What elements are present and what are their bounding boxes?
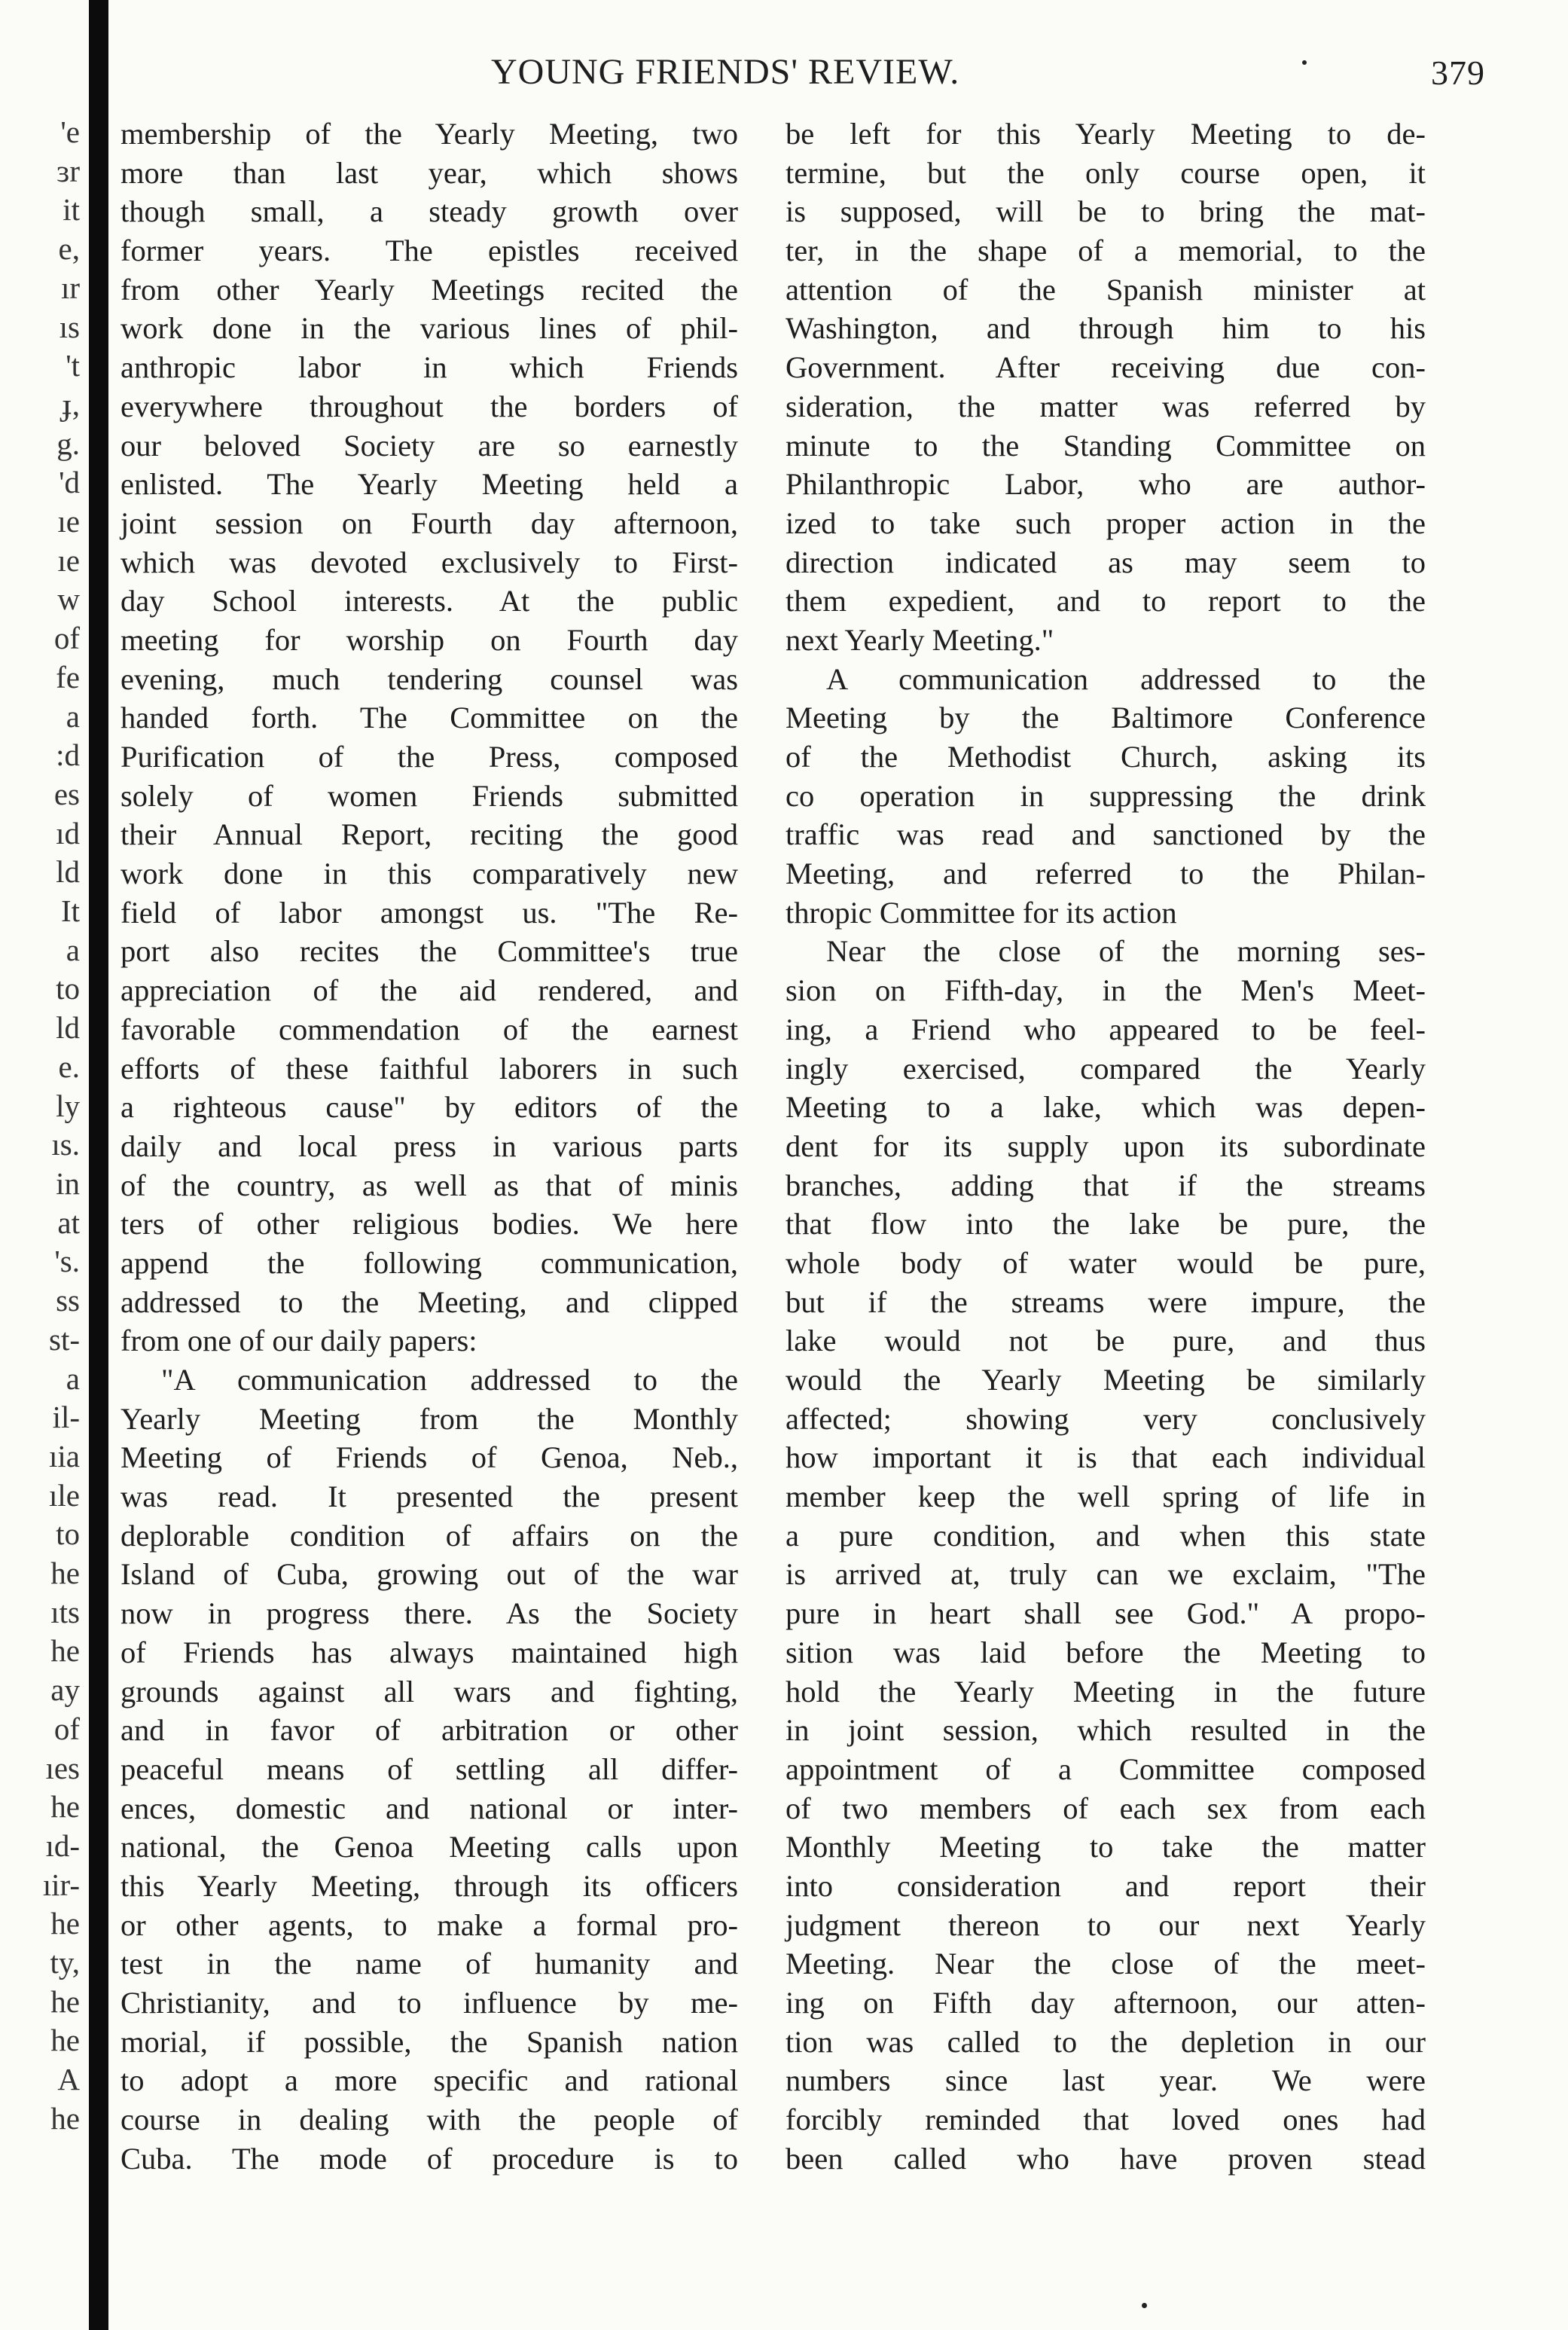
text-line: field of labor amongst us. "The Re- — [120, 895, 738, 930]
text-line: Purification of the Press, composed — [120, 740, 738, 774]
text-line: is arrived at, truly can we exclaim, "The — [786, 1557, 1426, 1592]
text-line: judgment thereon to our next Yearly — [786, 1907, 1426, 1942]
text-line: daily and local press in various parts — [120, 1128, 738, 1163]
text-line: sition was laid before the Meeting to — [786, 1635, 1426, 1669]
text-line: of the Methodist Church, asking its — [786, 740, 1426, 774]
text-line: ing on Fifth day afternoon, our atten- — [786, 1986, 1426, 2020]
text-line: forcibly reminded that loved ones had — [786, 2102, 1426, 2137]
bleed-fragment: of — [53, 1711, 80, 1746]
speck — [1302, 60, 1307, 65]
text-line: membership of the Yearly Meeting, two — [120, 117, 738, 151]
text-line: now in progress there. As the Society — [120, 1596, 738, 1631]
text-line: tion was called to the depletion in our — [786, 2024, 1426, 2059]
bleed-fragment: he — [50, 2023, 80, 2058]
text-line: morial, if possible, the Spanish nation — [120, 2024, 738, 2059]
journal-title: YOUNG FRIENDS' REVIEW. — [491, 52, 960, 92]
text-line: termine, but the only course open, it — [786, 155, 1426, 190]
bleed-fragment: ty, — [50, 1945, 80, 1980]
text-line: ters of other religious bodies. We here — [120, 1207, 738, 1241]
text-line: test in the name of humanity and — [120, 1947, 738, 1981]
text-line: appointment of a Committee composed — [786, 1751, 1426, 1786]
text-line: this Yearly Meeting, through its officers — [120, 1868, 738, 1903]
bleed-fragment: ld — [56, 854, 80, 890]
text-line: work done in the various lines of phil- — [120, 311, 738, 346]
text-line: Yearly Meeting from the Monthly — [120, 1401, 738, 1436]
text-line: a pure condition, and when this state — [786, 1518, 1426, 1553]
bleed-fragment: ld — [56, 1010, 80, 1046]
bleed-fragment: he — [50, 1789, 80, 1825]
text-line: ter, in the shape of a memorial, to the — [786, 234, 1426, 268]
bleed-fragment: ıia — [49, 1438, 80, 1473]
text-line: joint session on Fourth day afternoon, — [120, 505, 738, 540]
text-line: of two members of each sex from each — [786, 1791, 1426, 1825]
right-column — [786, 115, 1426, 2178]
text-line: efforts of these faithful laborers in such — [120, 1051, 738, 1086]
text-line: day School interests. At the public — [120, 584, 738, 618]
bleed-fragment: e, — [58, 231, 80, 267]
text-line: ing, a Friend who appeared to be feel- — [786, 1012, 1426, 1046]
bleed-fragment: 's. — [54, 1244, 80, 1279]
text-line: enlisted. The Yearly Meeting held a — [120, 467, 738, 502]
bleed-fragment: at — [57, 1205, 80, 1240]
bleed-fragment: st- — [49, 1321, 80, 1357]
bleed-fragment: w — [57, 582, 80, 617]
text-line: co operation in suppressing the drink — [786, 778, 1426, 813]
text-line: more than last year, which shows — [120, 155, 738, 190]
text-line: Near the close of the morning ses- — [826, 934, 1426, 969]
bleed-fragment: ss — [56, 1283, 80, 1318]
bleed-fragment: It — [60, 893, 80, 929]
text-line: numbers since last year. We were — [786, 2063, 1426, 2098]
text-line: addressed to the Meeting, and clipped — [120, 1284, 738, 1319]
page-number: 379 — [1431, 53, 1485, 92]
text-line: course in dealing with the people of — [120, 2102, 738, 2137]
text-line: and in favor of arbitration or other — [120, 1713, 738, 1748]
bleed-fragment: ıd- — [45, 1828, 80, 1863]
text-line: former years. The epistles received — [120, 234, 738, 268]
bleed-fragment: ır — [60, 270, 80, 305]
bleed-fragment: he — [50, 1983, 80, 2019]
text-line: everywhere throughout the borders of — [120, 389, 738, 423]
bleed-fragment: 'e — [60, 115, 80, 149]
text-line: solely of women Friends submitted — [120, 778, 738, 813]
text-line: Meeting to a lake, which was depen- — [786, 1090, 1426, 1125]
bleed-fragment: ıe — [57, 504, 80, 539]
running-header — [452, 45, 1506, 98]
text-line: peaceful means of settling all differ- — [120, 1751, 738, 1786]
bleed-fragment: in — [56, 1165, 80, 1201]
bleed-fragment: to — [56, 971, 80, 1006]
text-line: whole body of water would be pure, — [786, 1245, 1426, 1280]
text-line: Meeting, and referred to the Philan- — [786, 857, 1426, 891]
text-line: them expedient, and to report to the — [786, 584, 1426, 618]
bleed-fragment: ıs — [59, 309, 80, 344]
bleed-fragment: fe — [56, 659, 80, 695]
text-line: Christianity, and to influence by me- — [120, 1986, 738, 2020]
text-line: or other agents, to make a formal pro- — [120, 1907, 738, 1942]
bleed-fragment: ɟ, — [62, 386, 80, 422]
text-line: to adopt a more specific and rational — [120, 2063, 738, 2098]
text-line: A communication addressed to the — [826, 661, 1426, 696]
text-line: dent for its supply upon its subordinate — [786, 1128, 1426, 1163]
text-line: meeting for worship on Fourth day — [120, 622, 738, 657]
text-line: Monthly Meeting to take the matter — [786, 1830, 1426, 1864]
speck — [1142, 2303, 1147, 2308]
text-line: Island of Cuba, growing out of the war — [120, 1557, 738, 1592]
bleed-fragment: it — [63, 192, 80, 228]
text-line: thropic Committee for its action — [786, 895, 1177, 930]
bleed-fragment: to — [56, 1516, 80, 1552]
bleed-fragment: il- — [52, 1400, 80, 1435]
bleed-fragment: ıir- — [42, 1867, 80, 1902]
text-line: next Yearly Meeting." — [786, 622, 1054, 657]
text-line: was read. It presented the present — [120, 1480, 738, 1514]
text-line: hold the Yearly Meeting in the future — [786, 1674, 1426, 1709]
text-line: append the following communication, — [120, 1245, 738, 1280]
bleed-fragment: ıts — [50, 1594, 80, 1629]
bleed-fragment: a — [66, 1360, 80, 1396]
text-line: of the country, as well as that of minis — [120, 1168, 738, 1202]
bleed-fragment: ıes — [45, 1750, 80, 1785]
bleed-through-margin — [0, 113, 83, 2139]
text-line: Philanthropic Labor, who are author- — [786, 467, 1426, 502]
text-line: ences, domestic and national or inter- — [120, 1791, 738, 1825]
text-line: evening, much tendering counsel was — [120, 661, 738, 696]
bleed-fragment: 'd — [59, 465, 80, 500]
text-line: minute to the Standing Committee on — [786, 428, 1426, 463]
text-line: pure in heart shall see God." A propo- — [786, 1596, 1426, 1631]
text-line: would the Yearly Meeting be similarly — [786, 1363, 1426, 1397]
binding-shadow — [89, 0, 108, 2330]
bleed-fragment: ıe — [57, 542, 80, 578]
text-line: anthropic labor in which Friends — [120, 350, 738, 385]
text-line: sideration, the matter was referred by — [786, 389, 1426, 423]
text-line: from one of our daily papers: — [120, 1324, 477, 1358]
text-line: a righteous cause" by editors of the — [120, 1090, 738, 1125]
text-line: attention of the Spanish minister at — [786, 272, 1426, 307]
bleed-fragment: :d — [56, 737, 80, 773]
bleed-fragment: a — [66, 698, 80, 734]
text-line: ingly exercised, compared the Yearly — [786, 1051, 1426, 1086]
text-line: Meeting. Near the close of the meet- — [786, 1947, 1426, 1981]
bleed-fragment: g. — [56, 426, 80, 461]
text-line: deplorable condition of affairs on the — [120, 1518, 738, 1553]
text-line: Meeting of Friends of Genoa, Neb., — [120, 1440, 738, 1475]
bleed-fragment: ly — [56, 1088, 80, 1123]
text-line: be left for this Yearly Meeting to de- — [786, 117, 1426, 151]
bleed-fragment: a — [66, 932, 80, 967]
text-line: national, the Genoa Meeting calls upon — [120, 1830, 738, 1864]
text-line: Meeting by the Baltimore Conference — [786, 701, 1426, 735]
text-line: that flow into the lake be pure, the — [786, 1207, 1426, 1241]
text-line: though small, a steady growth over — [120, 194, 738, 229]
text-line: port also recites the Committee's true — [120, 934, 738, 969]
text-line: Cuba. The mode of procedure is to — [120, 2141, 738, 2176]
text-line: which was devoted exclusively to First- — [120, 545, 738, 579]
text-line: favorable commendation of the earnest — [120, 1012, 738, 1046]
text-line: sion on Fifth-day, in the Men's Meet- — [786, 973, 1426, 1008]
bleed-fragment: ıle — [49, 1477, 80, 1513]
text-line: member keep the well spring of life in — [786, 1480, 1426, 1514]
text-line: Government. After receiving due con- — [786, 350, 1426, 385]
text-line: our beloved Society are so earnestly — [120, 428, 738, 463]
bleed-fragment: he — [50, 1633, 80, 1669]
bleed-fragment: 't — [66, 348, 80, 383]
text-line: lake would not be pure, and thus — [786, 1324, 1426, 1358]
text-line: work done in this comparatively new — [120, 857, 738, 891]
text-line: their Annual Report, reciting the good — [120, 817, 738, 852]
bleed-fragment: of — [53, 621, 80, 656]
text-line: grounds against all wars and fighting, — [120, 1674, 738, 1709]
text-line: handed forth. The Committee on the — [120, 701, 738, 735]
text-line: from other Yearly Meetings recited the — [120, 272, 738, 307]
text-line: into consideration and report their — [786, 1868, 1426, 1903]
bleed-fragment: ıd — [56, 815, 80, 850]
bleed-fragment: ay — [50, 1672, 80, 1708]
left-column — [120, 115, 738, 2178]
text-line: ized to take such proper action in the — [786, 505, 1426, 540]
text-line: of Friends has always maintained high — [120, 1635, 738, 1669]
bleed-fragment: he — [50, 2100, 80, 2136]
text-line: how important it is that each individual — [786, 1440, 1426, 1475]
bleed-fragment: he — [50, 1556, 80, 1591]
text-line: is supposed, will be to bring the mat- — [786, 194, 1426, 229]
text-line: Washington, and through him to his — [786, 311, 1426, 346]
text-line: traffic was read and sanctioned by the — [786, 817, 1426, 852]
text-line: affected; showing very conclusively — [786, 1401, 1426, 1436]
text-line: direction indicated as may seem to — [786, 545, 1426, 579]
text-line: branches, adding that if the streams — [786, 1168, 1426, 1202]
bleed-fragment: e. — [58, 1049, 80, 1084]
text-line: been called who have proven stead — [786, 2141, 1426, 2176]
bleed-fragment: ıs. — [51, 1127, 80, 1162]
bleed-fragment: A — [57, 2062, 80, 2097]
bleed-fragment: es — [53, 776, 80, 811]
text-line: "A communication addressed to the — [161, 1363, 738, 1397]
text-line: in joint session, which resulted in the — [786, 1713, 1426, 1748]
bleed-fragment: ɜr — [56, 153, 80, 188]
text-line: but if the streams were impure, the — [786, 1284, 1426, 1319]
text-line: appreciation of the aid rendered, and — [120, 973, 738, 1008]
bleed-fragment: he — [50, 1906, 80, 1941]
